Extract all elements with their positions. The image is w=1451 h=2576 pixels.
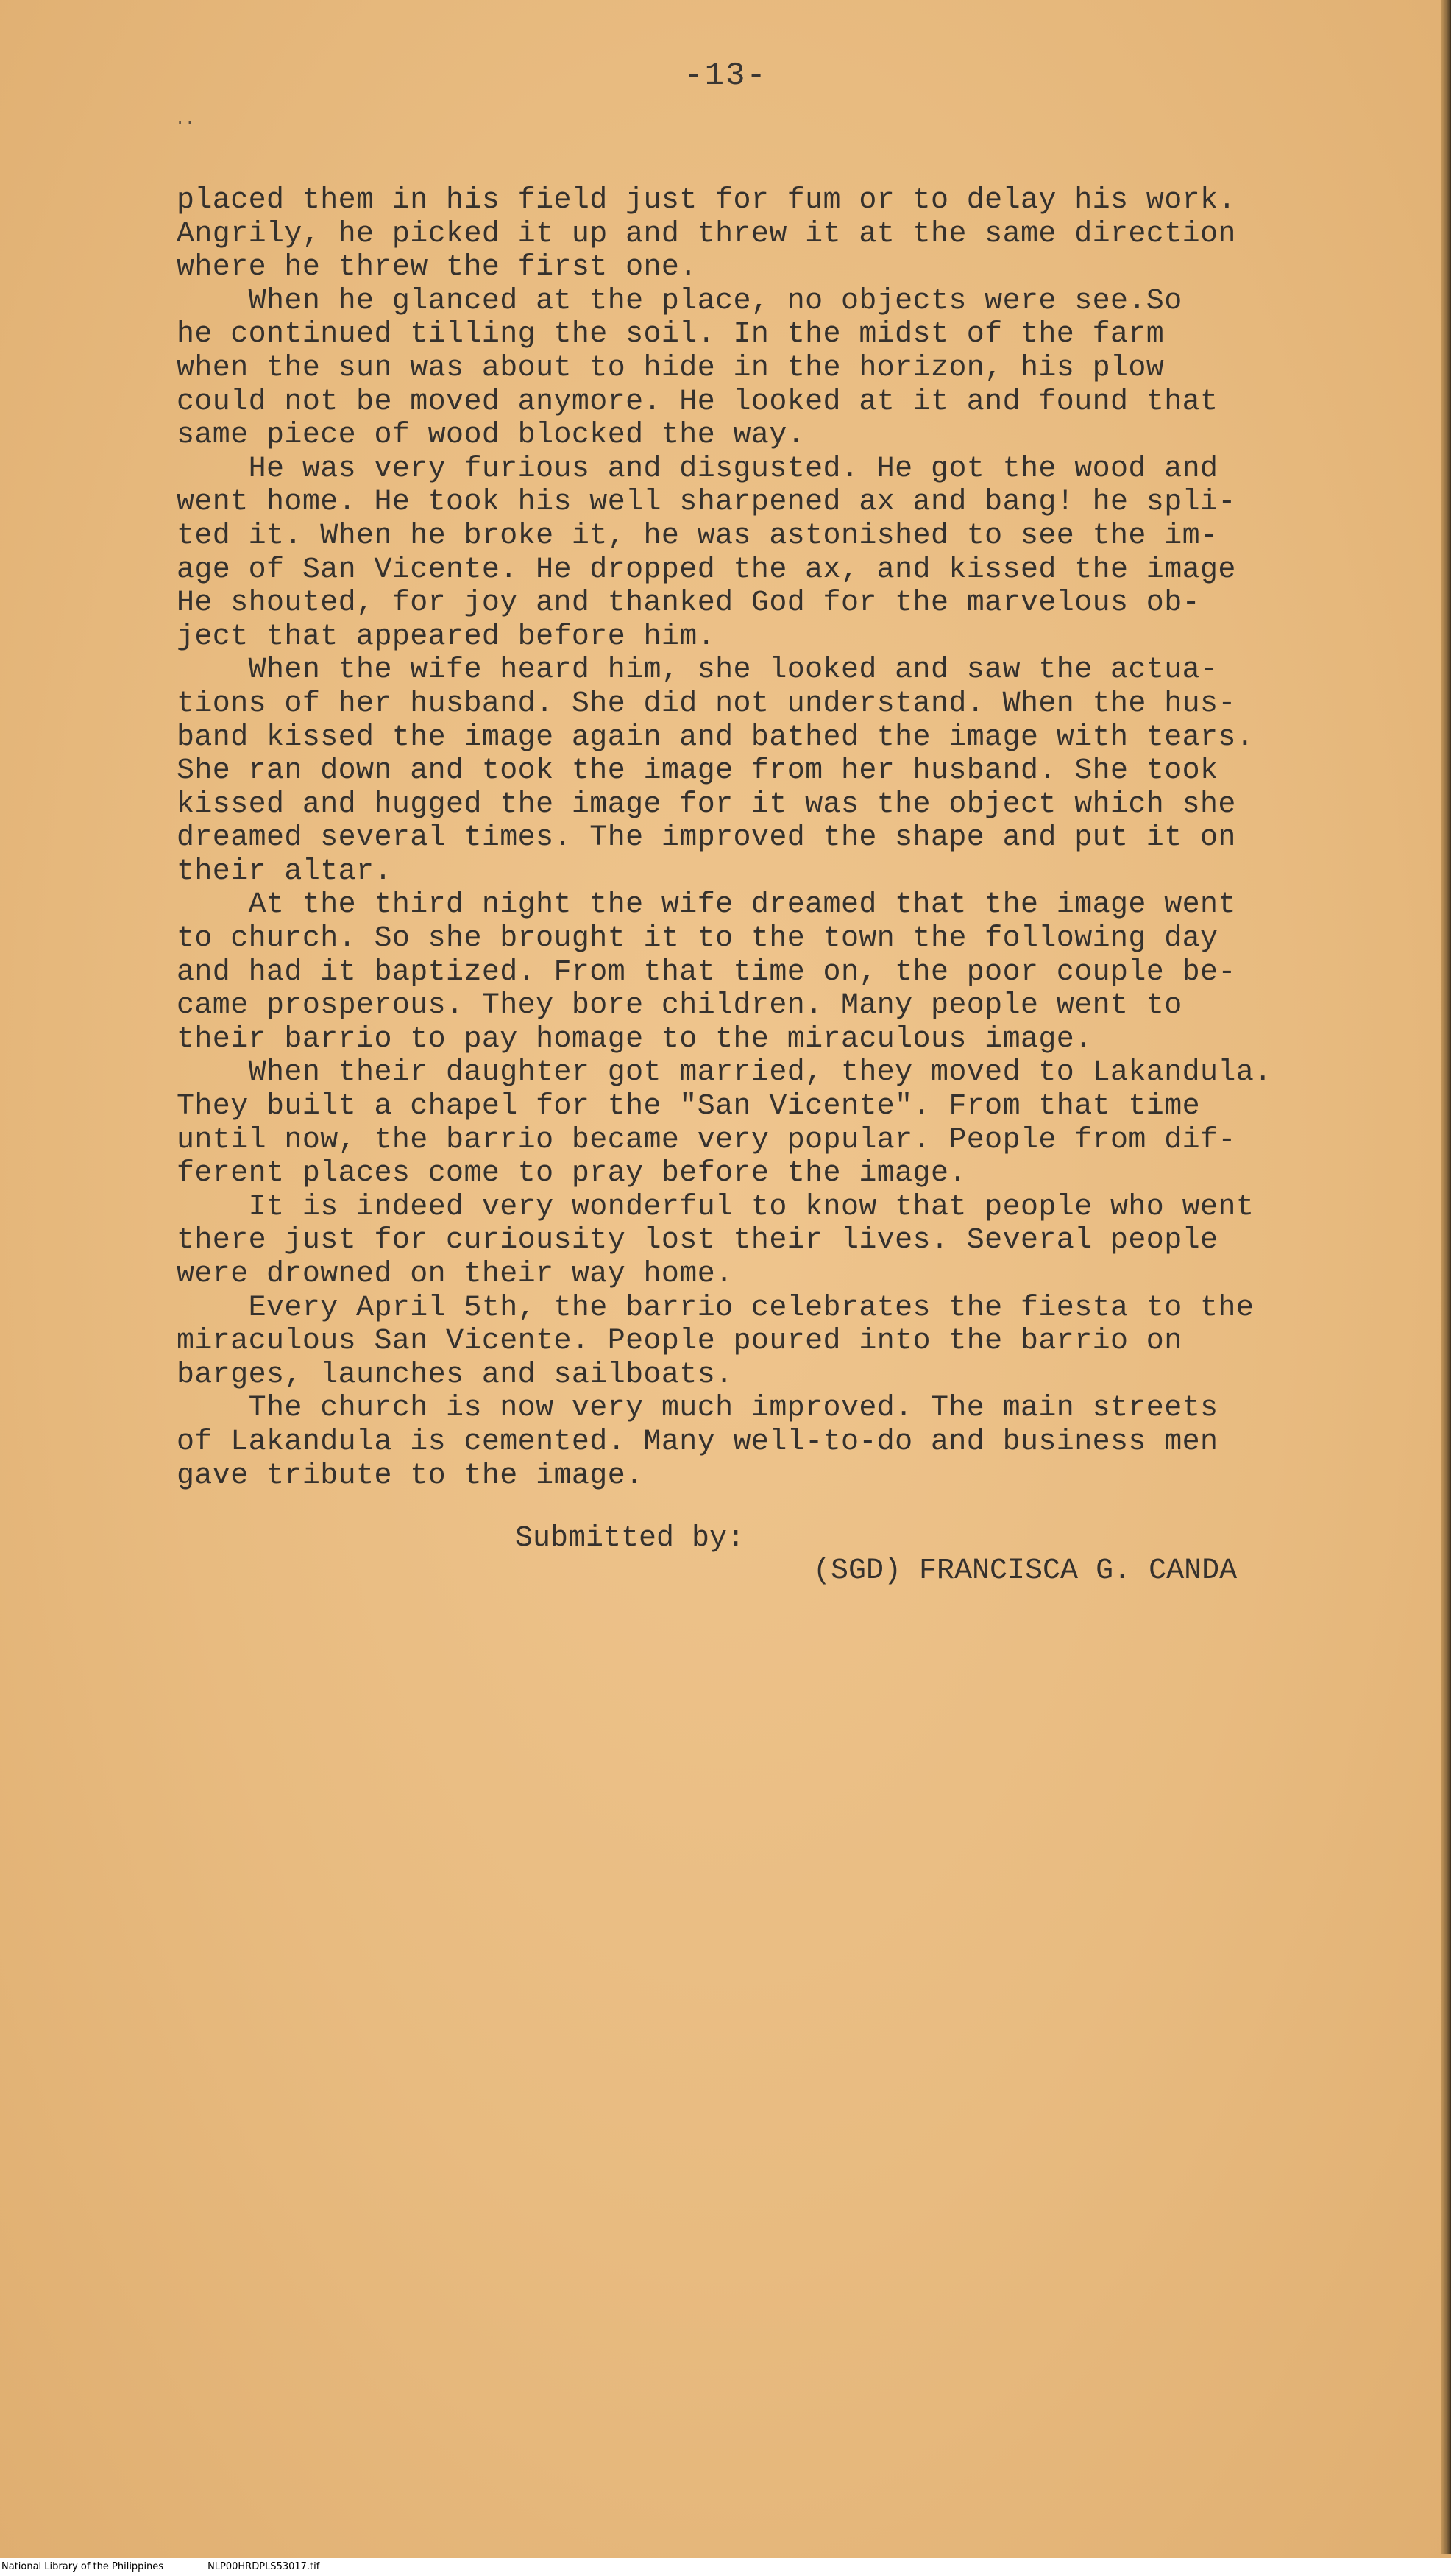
text-line: and had it baptized. From that time on, the poor couple be- — [177, 955, 1236, 989]
text-line: barges, launches and sailboats. — [177, 1358, 734, 1392]
text-line: dreamed several times. The improved the shape and put it on — [177, 821, 1236, 855]
text-line: were drowned on their way home. — [177, 1258, 734, 1291]
text-line: where he threw the first one. — [177, 251, 698, 285]
text-line: Every April 5th, the barrio celebrates the fiesta to the — [177, 1291, 1255, 1325]
text-line: kissed and hugged the image for it was the object which she — [177, 788, 1236, 821]
text-line: their altar. — [177, 854, 392, 888]
signature-line: (SGD) FRANCISCA G. CANDA — [813, 1554, 1238, 1588]
text-line: age of San Vicente. He dropped the ax, and kissed the image — [177, 553, 1236, 587]
page-mark: .. — [175, 110, 195, 129]
text-line: ject that appeared before him. — [177, 620, 716, 654]
text-line: he continued tilling the soil. In the midst of the farm — [177, 318, 1165, 352]
scan-footer — [0, 2558, 1451, 2576]
text-line: It is indeed very wonderful to know that people who went — [177, 1190, 1255, 1224]
text-line: The church is now very much improved. The main streets — [177, 1392, 1218, 1426]
body-text — [177, 184, 1427, 1493]
text-line: ferent places come to pray before the image. — [177, 1157, 967, 1191]
text-line: there just for curiousity lost their lives. Several people — [177, 1224, 1218, 1258]
text-line: of Lakandula is cemented. Many well-to-do and business men — [177, 1425, 1218, 1459]
text-line: could not be moved anymore. He looked at it and found that — [177, 385, 1218, 419]
text-line: Angrily, he picked it up and threw it at the same direction — [177, 217, 1236, 251]
text-line: their barrio to pay homage to the miraculous image. — [177, 1022, 1093, 1056]
text-line: When their daughter got married, they moved to Lakandula. — [177, 1056, 1272, 1090]
text-line: band kissed the image again and bathed the image with tears. — [177, 721, 1255, 754]
file-name: NLP00HRDPLS53017.tif — [207, 2561, 320, 2572]
page-number: -13- — [684, 57, 767, 94]
page-edge-shadow — [1441, 0, 1451, 2554]
text-line: to church. So she brought it to the town the following day — [177, 922, 1218, 956]
text-line: came prosperous. They bore children. Many people went to — [177, 989, 1182, 1023]
text-line: gave tribute to the image. — [177, 1459, 644, 1493]
text-line: He shouted, for joy and thanked God for the marvelous ob- — [177, 587, 1201, 620]
text-line: When he glanced at the place, no objects were see.So — [177, 284, 1182, 318]
library-name: National Library of the Philippines — [1, 2561, 164, 2572]
text-line: tions of her husband. She did not understand. When the hus- — [177, 687, 1236, 721]
text-line: miraculous San Vicente. People poured into the barrio on — [177, 1325, 1182, 1359]
text-line: When the wife heard him, she looked and saw the actua- — [177, 654, 1218, 687]
text-line: same piece of wood blocked the way. — [177, 419, 806, 453]
text-line: She ran down and took the image from her husband. She took — [177, 754, 1218, 788]
submitted-by-label: Submitted by: — [515, 1522, 745, 1555]
text-line: went home. He took his well sharpened ax and bang! he spli- — [177, 486, 1236, 520]
text-line: when the sun was about to hide in the horizon, his plow — [177, 351, 1165, 385]
text-line: placed them in his field just for fum or to delay his work. — [177, 184, 1236, 217]
text-line: ted it. When he broke it, he was astonished to see the im- — [177, 519, 1218, 553]
text-line: until now, the barrio became very popular. People from dif- — [177, 1123, 1236, 1157]
text-line: At the third night the wife dreamed that the image went — [177, 888, 1236, 922]
text-line: They built a chapel for the "San Vicente". From that time — [177, 1090, 1201, 1124]
text-line: He was very furious and disgusted. He got the wood and — [177, 452, 1218, 486]
